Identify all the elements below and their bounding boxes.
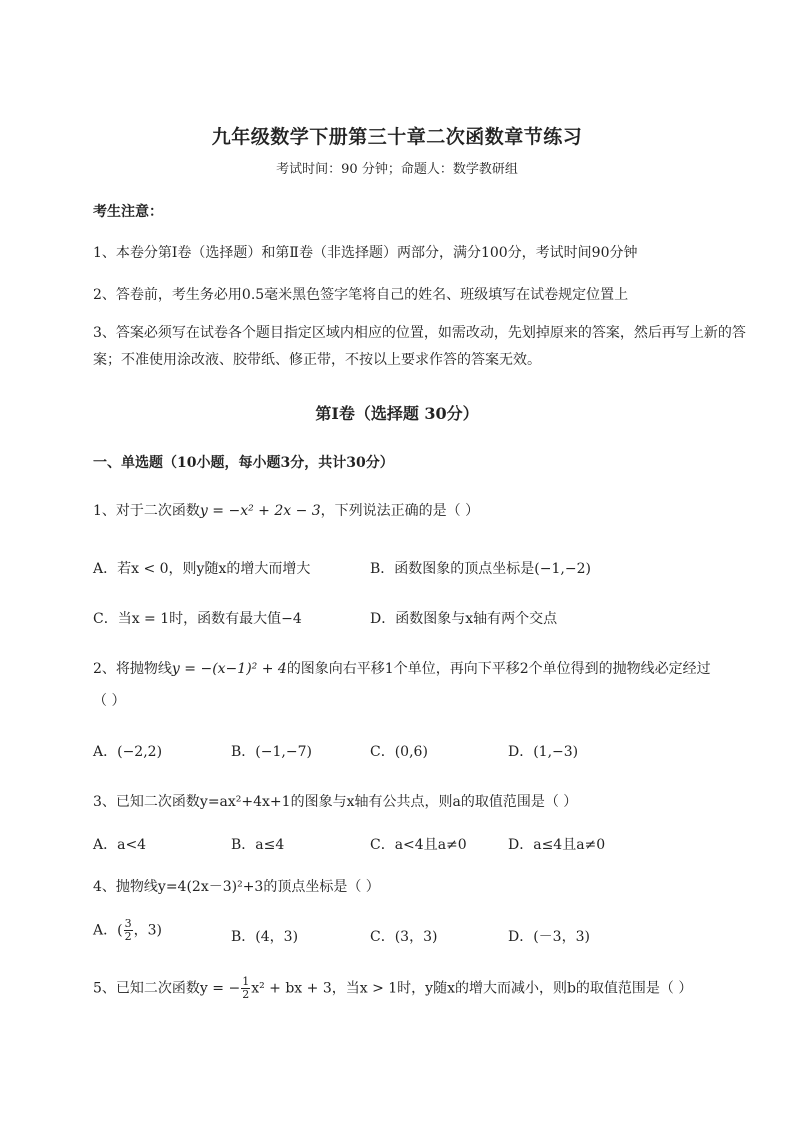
question-3-stem: 3、已知二次函数y=ax²+4x+1的图象与x轴有公共点，则a的取值范围是（ ）: [93, 794, 578, 810]
q2-option-d: D．(1,−3): [508, 744, 579, 760]
q1-option-b: B．函数图象的顶点坐标是(−1,−2): [370, 561, 591, 577]
q4-option-c: C．(3，3): [370, 929, 438, 945]
q2-option-a: A．(−2,2): [93, 744, 163, 760]
q3-option-c: C．a<4且a≠0: [370, 837, 467, 853]
q4-a-post: ，3): [133, 922, 162, 939]
q4-a-denominator: 2: [124, 930, 132, 943]
q5-denominator: 2: [242, 988, 250, 1001]
notice-item-3: 3、答案必须写在试卷各个题目指定区域内相应的位置，如需改动，先划掉原来的答案，然后再写上新的答案；不准使用涂改液、胶带纸、修正带，不按以上要求作答的答案无效。: [93, 325, 746, 368]
q3-option-d: D．a≤4且a≠0: [508, 837, 606, 853]
notice-item-1: 1、本卷分第Ⅰ卷（选择题）和第Ⅱ卷（非选择题）两部分，满分100分，考试时间90分钟: [93, 245, 638, 261]
q2-answer-paren: （ ）: [93, 693, 126, 709]
q5-stem-post: x² + bx + 3，当x > 1时，y随x的增大而减小，则b的取值范围是（ ）: [251, 980, 693, 997]
question-5-stem: [93, 976, 692, 1001]
q5-fraction: [241, 976, 250, 1001]
q2-option-c: C．(0,6): [370, 744, 428, 760]
exam-info: 考试时间：90 分钟；命题人：数学教研组: [276, 162, 518, 177]
q1-stem-post: ，下列说法正确的是（ ）: [320, 503, 480, 519]
question-1-stem: [93, 500, 479, 520]
notice-item-2: 2、答卷前，考生务必用0.5毫米黑色签字笔将自己的姓名、班级填写在试卷规定位置上: [93, 287, 629, 303]
q5-numerator: 1: [242, 975, 250, 988]
q4-a-numerator: 3: [124, 917, 132, 930]
page-title: 九年级数学下册第三十章二次函数章节练习: [211, 126, 583, 148]
q1-option-d: D．函数图象与x轴有两个交点: [370, 611, 558, 627]
q1-option-c: C．当x = 1时，函数有最大值−4: [93, 611, 302, 627]
q3-option-a: A．a<4: [93, 837, 147, 853]
question-2-stem: [93, 658, 711, 678]
q2-stem-post: 的图象向右平移1个单位，再向下平移2个单位得到的抛物线必定经过: [286, 661, 711, 677]
q4-a-pre: A．(: [93, 922, 123, 939]
q1-stem-pre: 1、对于二次函数: [93, 503, 200, 519]
q4-option-a: [93, 918, 162, 943]
q4-a-fraction: [124, 918, 133, 943]
question-4-stem: 4、抛物线y=4(2x－3)²+3的顶点坐标是（ ）: [93, 879, 380, 895]
q4-option-d: D．(－3，3): [508, 929, 590, 945]
part-title: 第Ⅰ卷（选择题 30分）: [315, 404, 479, 423]
q1-option-a: A．若x < 0，则y随x的增大而增大: [93, 561, 311, 577]
q5-stem-pre: 5、已知二次函数y = −: [93, 980, 241, 997]
q3-option-b: B．a≤4: [231, 837, 285, 853]
q2-formula: y = −(x−1)² + 4: [171, 661, 287, 677]
q1-formula: y = −x² + 2x − 3: [199, 503, 321, 519]
q2-option-b: B．(−1,−7): [231, 744, 312, 760]
q2-stem-pre: 2、将抛物线: [93, 661, 172, 677]
notice-heading: 考生注意：: [93, 204, 163, 220]
section-heading: 一、单选题（10小题，每小题3分，共计30分）: [93, 455, 394, 471]
q4-option-b: B．(4，3): [231, 929, 299, 945]
